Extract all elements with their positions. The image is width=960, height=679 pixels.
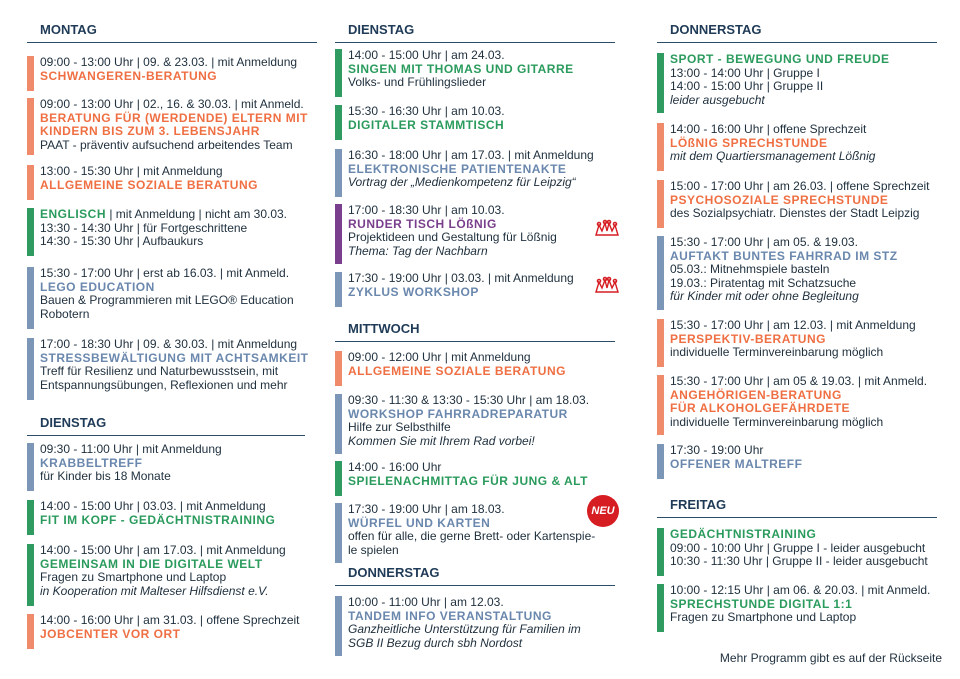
entry-title: ALLGEMEINE SOZIALE BERATUNG bbox=[348, 363, 566, 378]
day-heading-donnerstag: DONNERSTAG bbox=[335, 565, 615, 586]
category-bar bbox=[335, 596, 342, 656]
entry-time bbox=[40, 208, 317, 222]
entry-digitaler-stammtisch bbox=[335, 105, 620, 140]
entry-buntes-fahrrad bbox=[657, 236, 957, 310]
entry-time: 17:30 - 19:00 Uhr bbox=[670, 443, 764, 457]
entry-beratung-eltern bbox=[27, 98, 317, 155]
entry-title: KRABBELTREFF bbox=[40, 455, 143, 470]
entry-desc: Robotern bbox=[40, 306, 90, 321]
entry-note: in Kooperation mit Malteser Hilfsdienst e.V. bbox=[40, 583, 269, 598]
entry-title: SPRECHSTUNDE DIGITAL 1:1 bbox=[670, 596, 853, 611]
entry-desc: le spielen bbox=[348, 542, 399, 557]
entry-time: 15:30 - 17:00 Uhr | am 05. & 19.03. bbox=[670, 235, 858, 249]
category-bar bbox=[657, 319, 664, 367]
category-bar bbox=[27, 267, 34, 329]
entry-title: OFFENER MALTREFF bbox=[670, 456, 803, 471]
entry-title-cont: KINDERN BIS ZUM 3. LEBENSJAHR bbox=[40, 124, 260, 139]
category-bar bbox=[335, 351, 342, 386]
hands-icon bbox=[593, 276, 621, 296]
entry-allg-soziale-beratung bbox=[335, 351, 620, 386]
entry-jobcenter bbox=[27, 614, 317, 649]
entry-sprechstunde-digital bbox=[657, 584, 957, 632]
entry-time: 14:00 - 15:00 Uhr | am 24.03. bbox=[348, 48, 505, 62]
entry-desc: individuelle Terminvereinbarung möglich bbox=[670, 345, 884, 360]
entry-time: 10:00 - 11:00 Uhr | am 12.03. bbox=[348, 595, 504, 609]
entry-time: 17:30 - 19:00 Uhr | 03.03. | mit Anmeldung bbox=[348, 271, 574, 285]
day-heading-donnerstag: DONNERSTAG bbox=[657, 22, 937, 43]
entry-title: GEDÄCHTNISTRAINING bbox=[670, 527, 817, 541]
entry-angehoerigen-beratung bbox=[657, 375, 957, 435]
category-bar bbox=[335, 394, 342, 454]
entry-title: ENGLISCH bbox=[40, 207, 107, 221]
entry-time: 17:30 - 19:00 Uhr | am 18.03. bbox=[348, 502, 505, 516]
entry-title: PSYCHOSOZIALE SPRECHSTUNDE bbox=[670, 192, 889, 207]
category-bar bbox=[657, 375, 664, 435]
entry-krabbeltreff bbox=[27, 443, 317, 491]
entry-note: für Kinder mit oder ohne Begleitung bbox=[670, 289, 859, 304]
entry-time: 15:30 - 17:00 Uhr | am 12.03. | mit Anmeldung bbox=[670, 318, 916, 332]
entry-time: 09:00 - 13:00 Uhr | 02., 16. & 30.03. | mit Anmeld. bbox=[40, 97, 304, 111]
entry-desc: Projektideen und Gestaltung für Lößnig bbox=[348, 230, 557, 245]
category-bar bbox=[657, 53, 664, 113]
neu-badge: NEU bbox=[587, 495, 619, 527]
category-bar bbox=[27, 614, 34, 649]
entry-title: ZYKLUS WORKSHOP bbox=[348, 284, 479, 299]
entry-title: WORKSHOP FAHRRADREPARATUR bbox=[348, 406, 568, 421]
entry-desc: Bauen & Programmieren mit LEGO® Education bbox=[40, 293, 294, 308]
category-bar bbox=[335, 204, 342, 264]
entry-title: GEMEINSAM IN DIE DIGITALE WELT bbox=[40, 556, 263, 571]
entry-title-cont: FÜR ALKOHOLGEFÄHRDETE bbox=[670, 401, 851, 416]
entry-time: 14:00 - 15:00 Uhr | 03.03. | mit Anmeldung bbox=[40, 499, 266, 513]
entry-title: JOBCENTER VOR ORT bbox=[40, 626, 181, 641]
entry-loessnig-sprechstunde bbox=[657, 123, 957, 171]
entry-time: 14:00 - 16:00 Uhr | am 31.03. | offene Sprechzeit bbox=[40, 613, 300, 627]
entry-title: BERATUNG FÜR (WERDENDE) ELTERN MIT bbox=[40, 110, 308, 125]
entry-title: PERSPEKTIV-BERATUNG bbox=[670, 331, 826, 346]
entry-offener-maltreff bbox=[657, 444, 957, 479]
entry-time: 17:00 - 18:30 Uhr | 09. & 30.03. | mit Anmeldung bbox=[40, 337, 298, 351]
entry-fahrradreparatur bbox=[335, 394, 620, 454]
entry-title: ANGEHÖRIGEN-BERATUNG bbox=[670, 387, 842, 402]
entry-gedaechtnistraining bbox=[657, 528, 957, 576]
category-bar bbox=[27, 98, 34, 155]
entry-zyklus-workshop bbox=[335, 272, 620, 307]
entry-time: 13:00 - 14:00 Uhr | Gruppe I bbox=[670, 65, 820, 80]
entry-patientenakte bbox=[335, 149, 620, 197]
entry-time: 16:30 - 18:00 Uhr | am 17.03. | mit Anmeldung bbox=[348, 148, 594, 162]
entry-desc: Volks- und Frühlingslieder bbox=[348, 75, 487, 90]
entry-note: SGB II Bezug durch sbh Nordost bbox=[348, 635, 523, 650]
entry-title: SINGEN MIT THOMAS UND GITARRE bbox=[348, 61, 574, 76]
entry-lego-education bbox=[27, 267, 317, 329]
entry-time: 09:30 - 11:30 & 13:30 - 15:30 Uhr | am 18.03. bbox=[348, 393, 590, 407]
entry-title: AUFTAKT BUNTES FAHRRAD IM STZ bbox=[670, 248, 898, 263]
entry-time: 10:00 - 12:15 Uhr | am 06. & 20.03. | mit Anmeld. bbox=[670, 583, 931, 597]
entry-time: 14:00 - 16:00 Uhr bbox=[348, 460, 442, 474]
entry-title: LÖßNIG SPRECHSTUNDE bbox=[670, 135, 828, 150]
entry-soziale-beratung bbox=[27, 165, 317, 200]
entry-desc: 19.03.: Piratentag mit Schatzsuche bbox=[670, 275, 857, 290]
day-heading-mittwoch: MITTWOCH bbox=[335, 321, 615, 342]
category-bar bbox=[27, 165, 34, 200]
entry-stressbewaeltigung bbox=[27, 338, 317, 400]
entry-title: RUNDER TISCH LÖßNIG bbox=[348, 216, 497, 231]
entry-time: 14:00 - 15:00 Uhr | Gruppe II bbox=[670, 79, 824, 94]
entry-perspektiv-beratung bbox=[657, 319, 957, 367]
entry-time: 10:30 - 11:30 Uhr | Gruppe II - leider ausgebucht bbox=[670, 554, 928, 569]
entry-title: SPIELENACHMITTAG FÜR JUNG & ALT bbox=[348, 473, 588, 488]
entry-fit-im-kopf bbox=[27, 500, 317, 535]
category-bar bbox=[27, 443, 34, 491]
entry-title: WÜRFEL UND KARTEN bbox=[348, 515, 491, 530]
entry-desc: Treff für Resilienz und Naturbewusstsein, mit bbox=[40, 364, 279, 379]
entry-desc: 13:30 - 14:30 Uhr | für Fortgeschrittene bbox=[40, 220, 248, 235]
entry-title: SCHWANGEREN-BERATUNG bbox=[40, 68, 218, 83]
hands-icon bbox=[593, 219, 621, 239]
entry-time: 14:00 - 15:00 Uhr | am 17.03. | mit Anmeldung bbox=[40, 543, 286, 557]
category-bar bbox=[27, 338, 34, 400]
category-bar bbox=[27, 500, 34, 535]
entry-desc: individuelle Terminvereinbarung möglich bbox=[670, 414, 884, 429]
entry-title: TANDEM INFO VERANSTALTUNG bbox=[348, 608, 552, 623]
entry-englisch bbox=[27, 208, 317, 256]
entry-note: Vortrag der „Medienkompetenz für Leipzig“ bbox=[348, 175, 576, 190]
category-bar bbox=[657, 236, 664, 310]
entry-title: STRESSBEWÄLTIGUNG MIT ACHTSAMKEIT bbox=[40, 350, 309, 365]
category-bar bbox=[335, 503, 342, 563]
footer-note: Mehr Programm gibt es auf der Rückseite bbox=[719, 651, 942, 665]
category-bar bbox=[657, 123, 664, 171]
entry-time: 14:00 - 16:00 Uhr | offene Sprechzeit bbox=[670, 122, 867, 136]
category-bar bbox=[657, 584, 664, 632]
entry-desc: Hilfe zur Selbsthilfe bbox=[348, 420, 451, 435]
day-heading-dienstag: DIENSTAG bbox=[335, 22, 615, 43]
category-bar bbox=[335, 149, 342, 197]
category-bar bbox=[657, 444, 664, 479]
category-bar bbox=[27, 208, 34, 256]
entry-schwangeren-beratung bbox=[27, 56, 317, 91]
day-heading-dienstag: DIENSTAG bbox=[27, 415, 305, 436]
entry-time: 09:00 - 13:00 Uhr | 09. & 23.03. | mit Anmeldung bbox=[40, 55, 298, 69]
category-bar bbox=[335, 272, 342, 307]
entry-note: Kommen Sie mit Ihrem Rad vorbei! bbox=[348, 433, 535, 448]
entry-desc: offen für alle, die gerne Brett- oder Kartenspie- bbox=[348, 529, 596, 544]
entry-title: LEGO EDUCATION bbox=[40, 279, 155, 294]
entry-spielenachmittag bbox=[335, 461, 620, 496]
entry-wuerfel-karten bbox=[335, 503, 620, 563]
entry-title: FIT IM KOPF - GEDÄCHTNISTRAINING bbox=[40, 512, 276, 527]
day-heading-montag: MONTAG bbox=[27, 22, 317, 43]
entry-time: 15:30 - 17:00 Uhr | am 05 & 19.03. | mit Anmeld. bbox=[670, 374, 928, 388]
entry-note: Thema: Tag der Nachbarn bbox=[348, 243, 488, 258]
category-bar bbox=[27, 56, 34, 91]
entry-time: 13:00 - 15:30 Uhr | mit Anmeldung bbox=[40, 164, 223, 178]
day-heading-freitag: FREITAG bbox=[657, 497, 937, 518]
entry-psychosoziale bbox=[657, 180, 957, 228]
category-bar bbox=[657, 180, 664, 228]
entry-time: 09:00 - 10:00 Uhr | Gruppe I - leider ausgebucht bbox=[670, 540, 926, 555]
category-bar bbox=[27, 544, 34, 606]
entry-note: Ganzheitliche Unterstützung für Familien im bbox=[348, 622, 581, 637]
entry-desc: 05.03.: Mitnehmspiele basteln bbox=[670, 262, 830, 277]
entry-time: 15:30 - 16:30 Uhr | am 10.03. bbox=[348, 104, 505, 118]
entry-desc: des Sozialpsychiatr. Dienstes der Stadt Leipzig bbox=[670, 206, 920, 221]
category-bar bbox=[335, 461, 342, 496]
entry-time: 09:30 - 11:00 Uhr | mit Anmeldung bbox=[40, 442, 222, 456]
entry-time: 15:30 - 17:00 Uhr | erst ab 16.03. | mit Anmeld. bbox=[40, 266, 290, 280]
entry-desc: Fragen zu Smartphone und Laptop bbox=[670, 610, 857, 625]
entry-desc: Entspannungsübungen, Reflexionen und mehr bbox=[40, 377, 288, 392]
entry-digitale-welt bbox=[27, 544, 317, 606]
entry-desc: für Kinder bis 18 Monate bbox=[40, 469, 171, 484]
entry-title: ALLGEMEINE SOZIALE BERATUNG bbox=[40, 177, 258, 192]
category-bar bbox=[657, 528, 664, 576]
entry-time: 15:00 - 17:00 Uhr | am 26.03. | offene Sprechzeit bbox=[670, 179, 930, 193]
entry-title: DIGITALER STAMMTISCH bbox=[348, 117, 505, 132]
category-bar bbox=[335, 49, 342, 97]
entry-sport bbox=[657, 53, 957, 113]
entry-time: 09:00 - 12:00 Uhr | mit Anmeldung bbox=[348, 350, 531, 364]
entry-info: | mit Anmeldung | nicht am 30.03. bbox=[106, 207, 288, 221]
entry-tandem-info bbox=[335, 596, 620, 656]
entry-desc: Fragen zu Smartphone und Laptop bbox=[40, 570, 227, 585]
entry-title: SPORT - BEWEGUNG UND FREUDE bbox=[670, 52, 890, 66]
entry-note: mit dem Quartiersmanagement Lößnig bbox=[670, 149, 876, 164]
entry-desc: 14:30 - 15:30 Uhr | Aufbaukurs bbox=[40, 234, 204, 249]
entry-title: ELEKTRONISCHE PATIENTENAKTE bbox=[348, 161, 567, 176]
category-bar bbox=[335, 105, 342, 140]
entry-time: 17:00 - 18:30 Uhr | am 10.03. bbox=[348, 203, 505, 217]
entry-singen bbox=[335, 49, 620, 97]
entry-note: leider ausgebucht bbox=[670, 92, 765, 107]
entry-desc: PAAT - präventiv aufsuchend arbeitendes Team bbox=[40, 137, 293, 152]
entry-runder-tisch bbox=[335, 204, 620, 264]
